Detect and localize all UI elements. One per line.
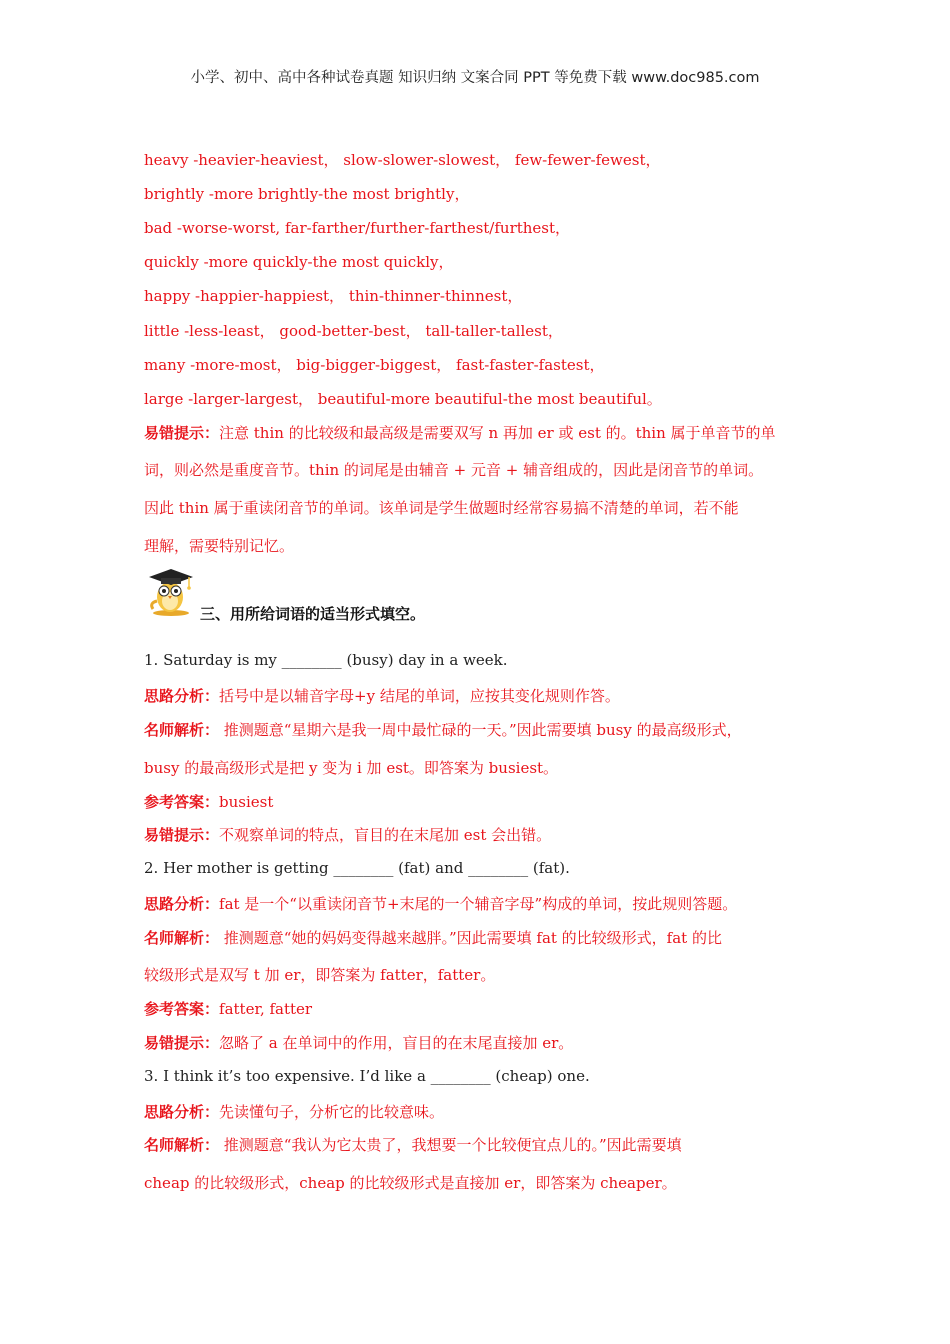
analysis-line <box>144 685 620 706</box>
teacher-line: cheap 的比较级形式，cheap 的比较级形式是直接加 er，即答案为 cheaper。 <box>144 1174 677 1192</box>
teacher-text: 推测题意“我认为它太贵了，我想要一个比较便宜点儿的。”因此需要填 <box>219 1136 682 1154</box>
word-line: brightly -more brightly-the most brightly， <box>144 185 470 203</box>
teacher-label: 名师解析： <box>144 1136 220 1154</box>
answer-line <box>144 998 312 1019</box>
analysis-text: fat 是一个“以重读闭音节+末尾的一个辅音字母”构成的单词，按此规则答题。 <box>219 895 738 913</box>
tip-intro-line: 因此 thin 属于重读闭音节的单词。该单词是学生做题时经常容易搞不清楚的单词，若不能 <box>144 499 739 517</box>
word-line: heavy -heavier-heaviest， slow-slower-slowest， few-fewer-fewest， <box>144 151 661 169</box>
tip-intro-line <box>144 422 776 443</box>
answer-line <box>144 791 273 812</box>
question-1: 1. Saturday is my ________ (busy) day in a week. <box>144 651 508 669</box>
teacher-text: 推测题意“星期六是我一周中最忙碌的一天。”因此需要填 busy 的最高级形式， <box>219 721 742 739</box>
word-line: quickly -more quickly-the most quickly， <box>144 253 454 271</box>
analysis-label: 思路分析： <box>144 895 220 913</box>
answer-text: fatter, fatter <box>219 1000 313 1018</box>
teacher-line <box>144 719 742 740</box>
teacher-label: 名师解析： <box>144 929 220 947</box>
analysis-line <box>144 893 737 914</box>
word-line: happy -happier-happiest， thin-thinner-thinnest， <box>144 287 523 305</box>
tip-text: 不观察单词的特点，盲目的在末尾加 est 会出错。 <box>219 826 552 844</box>
analysis-label: 思路分析： <box>144 1103 220 1121</box>
word-line: many -more-most， big-bigger-biggest， fast-faster-fastest， <box>144 356 605 374</box>
word-line: bad -worse-worst, far-farther/further-farthest/furthest， <box>144 219 571 237</box>
page-header: 小学、初中、高中各种试卷真题 知识归纳 文案合同 PPT 等免费下载 www.doc985.com <box>190 70 760 86</box>
analysis-line <box>144 1101 444 1122</box>
analysis-text: 括号中是以辅音字母+y 结尾的单词，应按其变化规则作答。 <box>219 687 620 705</box>
question-2: 2. Her mother is getting ________ (fat) and ________ (fat). <box>144 859 570 877</box>
section-title: 三、用所给词语的适当形式填空。 <box>200 605 426 623</box>
word-line: little -less-least， good-better-best， tall-taller-tallest， <box>144 322 563 340</box>
teacher-label: 名师解析： <box>144 721 220 739</box>
tip-intro-line: 理解，需要特别记忆。 <box>144 537 295 555</box>
tip-line <box>144 824 551 845</box>
teacher-line <box>144 1134 682 1155</box>
tip-text: 注意 thin 的比较级和最高级是需要双写 n 再加 er 或 est 的。thin 属于单音节的单 <box>219 424 776 442</box>
tip-label: 易错提示： <box>144 424 220 442</box>
teacher-line <box>144 927 722 948</box>
tip-line <box>144 1032 573 1053</box>
tip-text: 忽略了 a 在单词中的作用，盲目的在末尾直接加 er。 <box>219 1034 574 1052</box>
answer-text: busiest <box>219 793 274 811</box>
answer-label: 参考答案： <box>144 793 220 811</box>
tip-label: 易错提示： <box>144 826 220 844</box>
word-line: large -larger-largest， beautiful-more beautiful-the most beautiful。 <box>144 390 662 408</box>
teacher-text: 推测题意“她的妈妈变得越来越胖。”因此需要填 fat 的比较级形式，fat 的比 <box>219 929 722 947</box>
tip-label: 易错提示： <box>144 1034 220 1052</box>
answer-label: 参考答案： <box>144 1000 220 1018</box>
analysis-label: 思路分析： <box>144 687 220 705</box>
teacher-line: busy 的最高级形式是把 y 变为 i 加 est。即答案为 busiest。 <box>144 759 559 777</box>
question-3: 3. I think it’s too expensive. I’d like a ________ (cheap) one. <box>144 1067 590 1085</box>
tip-intro-line: 词，则必然是重度音节。thin 的词尾是由辅音 + 元音 + 辅音组成的，因此是闭音节的单词。 <box>144 461 764 479</box>
analysis-text: 先读懂句子，分析它的比较意味。 <box>219 1103 445 1121</box>
teacher-line: 较级形式是双写 t 加 er，即答案为 fatter，fatter。 <box>144 966 496 984</box>
graduate-owl-icon <box>143 563 197 617</box>
